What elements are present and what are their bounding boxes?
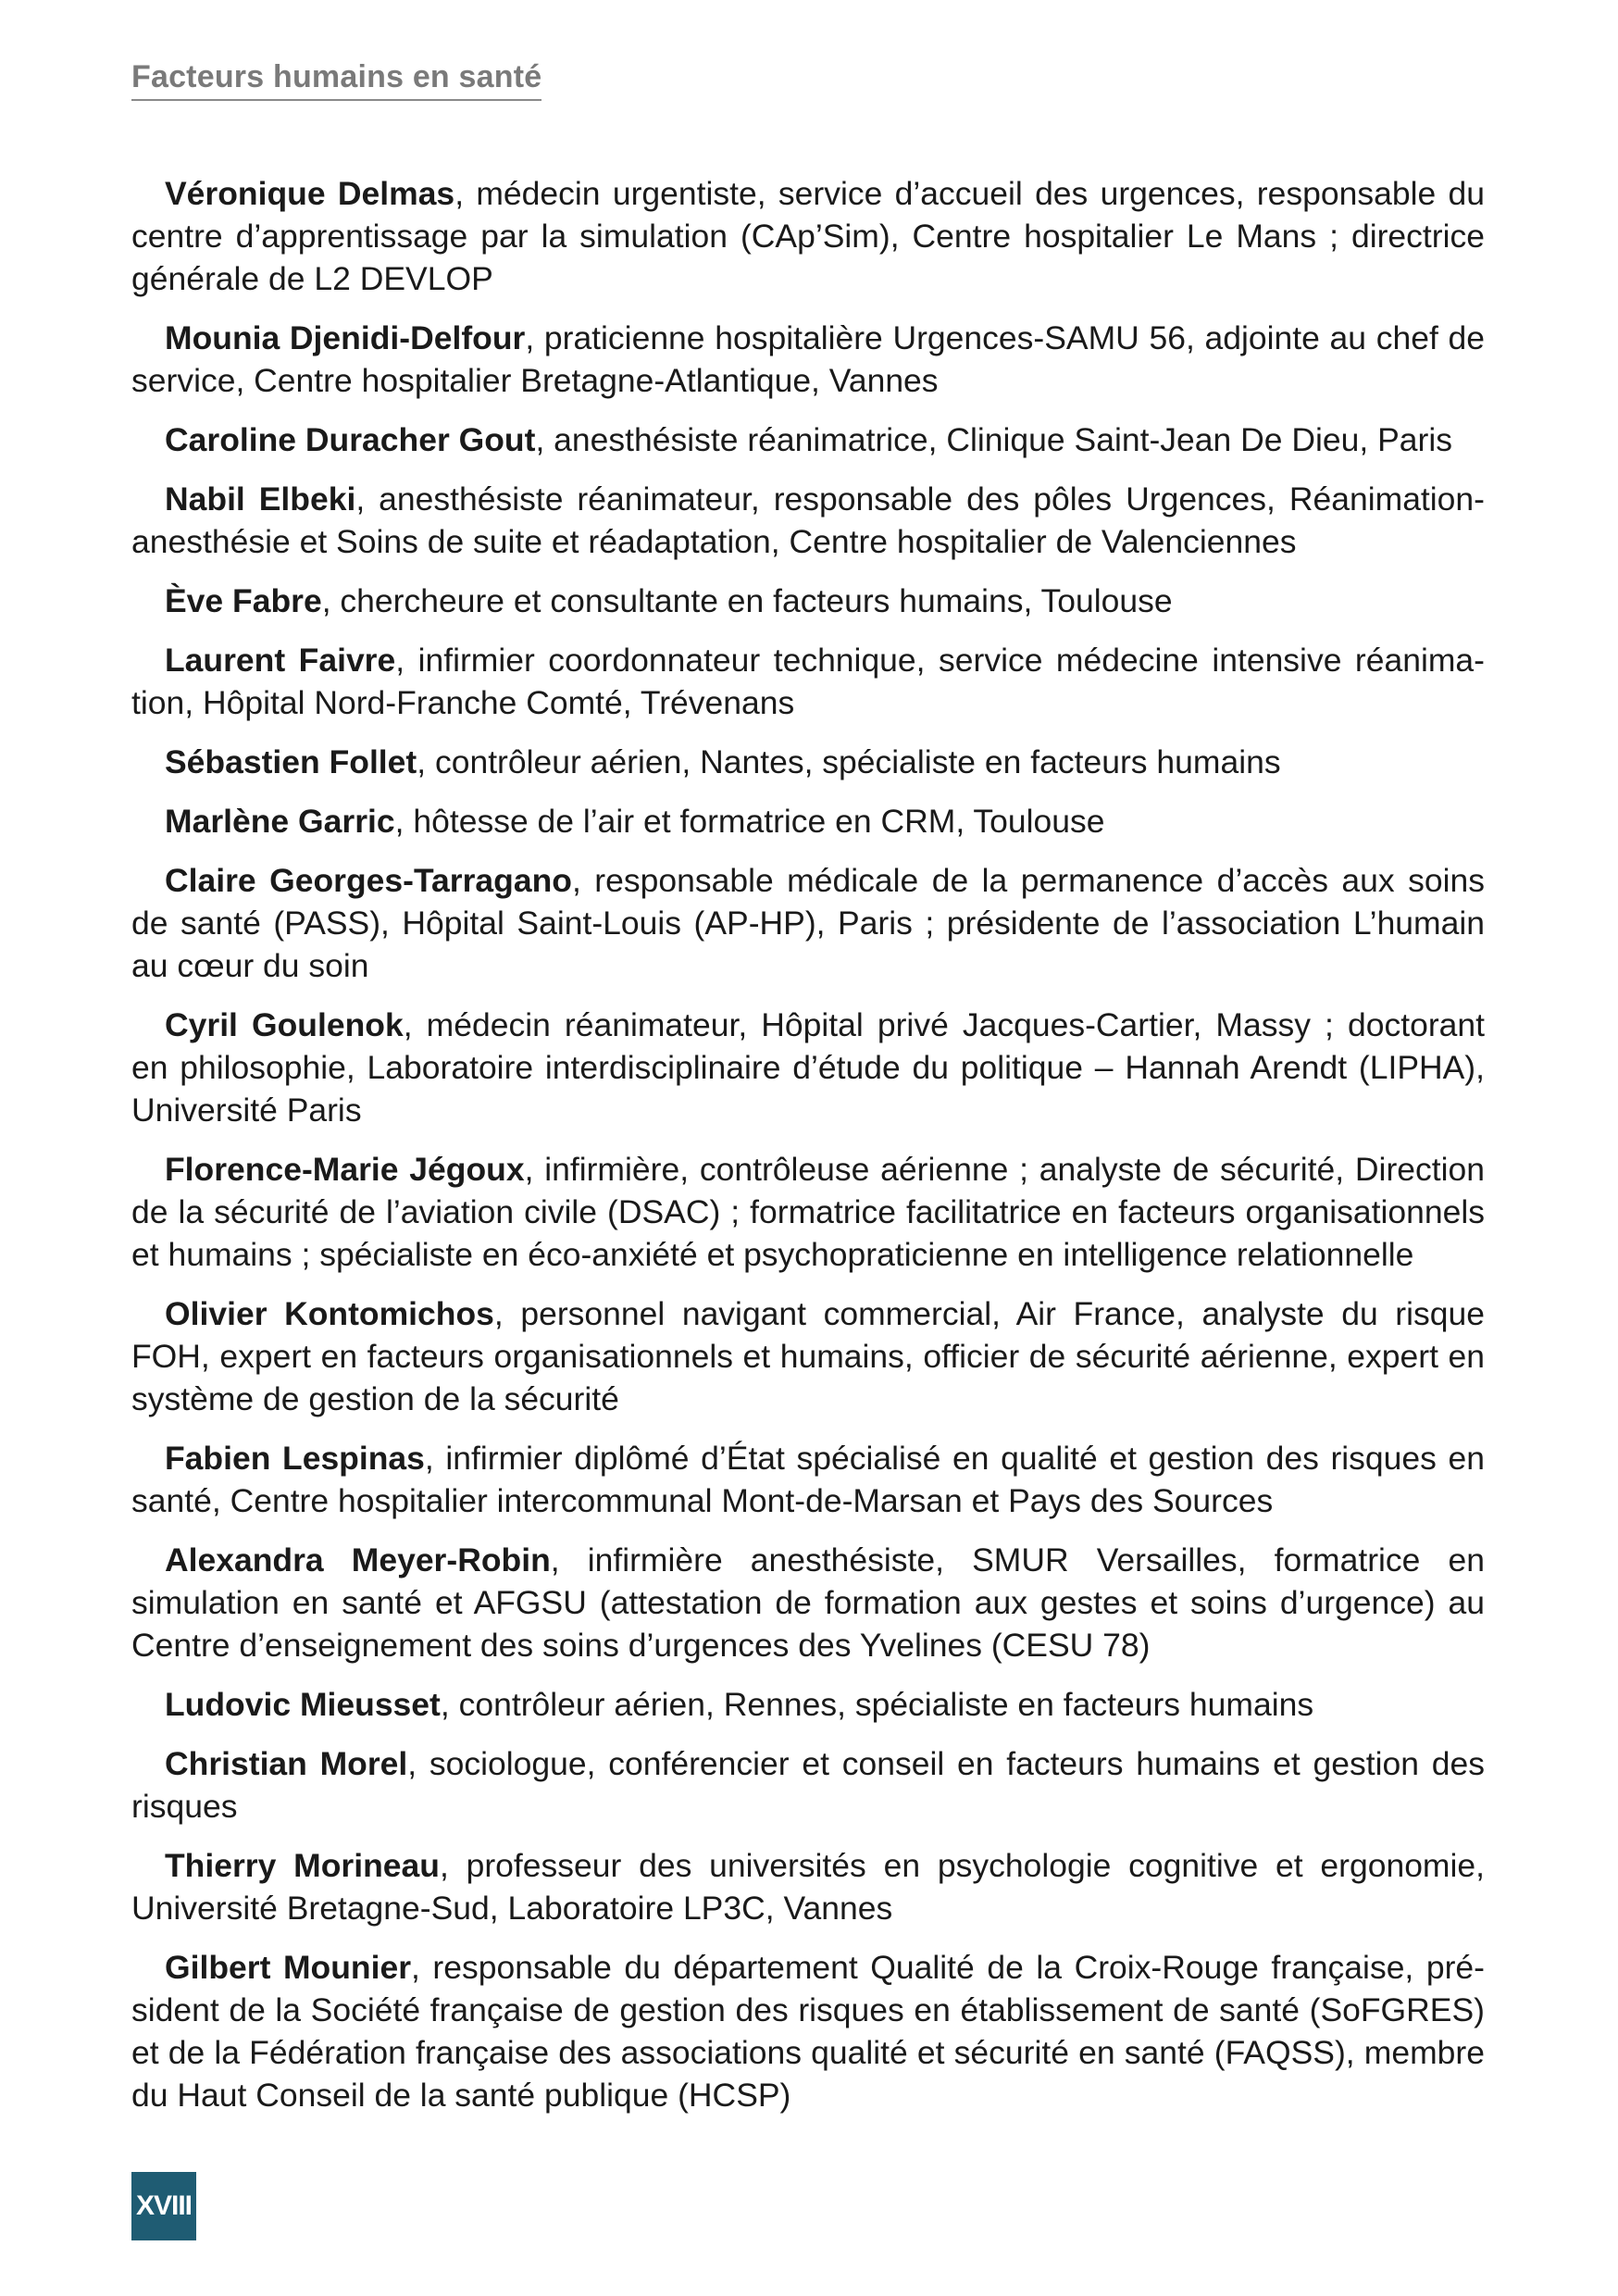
contributor-entry	[131, 859, 1485, 987]
contributor-description: , professeur des universités en psychologie cognitive et ergonomie, Université Bretagne-Sud, Laboratoire LP3C, Vannes	[131, 1847, 1486, 1927]
contributor-entry	[131, 1946, 1485, 2116]
contributor-name: Florence-Marie Jégoux	[165, 1151, 525, 1188]
contributor-name: Mounia Djenidi-Delfour	[165, 319, 526, 356]
contributor-entry	[131, 1539, 1485, 1666]
contributor-entry	[131, 172, 1485, 300]
contributor-description: , responsable médicale de la permanence d’accès aux soins de santé (PASS), Hôpital Saint-Louis (AP-HP), Paris ; présidente de l’association L’humain au cœur du soin	[131, 862, 1485, 984]
contributor-entry	[131, 1844, 1485, 1929]
contributor-name: Olivier Kontomichos	[165, 1295, 494, 1332]
contributor-description: , chercheure et consultante en facteurs humains, Toulouse	[321, 582, 1173, 619]
contributor-entry	[131, 418, 1485, 461]
contributor-entry	[131, 1683, 1485, 1726]
contributor-description: , infirmière anesthésiste, SMUR Versailles, formatrice en simulation en santé et AFGSU (attestation de formation aux gestes et soins d’urgence) au Centre d’enseignement des soins d’urgences des Yvelines (CESU 78)	[131, 1541, 1486, 1664]
contributor-description: , responsable du département Qualité de la Croix-Rouge française, président de la Société française de gestion des risques en établissement de santé (SoFGRES) et de la Fédération française des associations qualité et sécurité en santé (FAQSS), membre du Haut Conseil de la santé publique (HCSP)	[131, 1949, 1485, 2114]
contributor-description: , infirmier diplômé d’État spécialisé en qualité et gestion des risques en santé, Centre hospitalier intercommunal Mont-de-Marsan et Pays des Sources	[131, 1440, 1485, 1519]
contributor-name: Ludovic Mieusset	[165, 1686, 441, 1723]
contributor-name: Laurent Faivre	[165, 642, 396, 679]
contributor-name: Cyril Goulenok	[165, 1006, 404, 1043]
contributor-entry	[131, 580, 1485, 622]
contributor-name: Caroline Duracher Gout	[165, 421, 536, 458]
contributor-name: Fabien Lespinas	[165, 1440, 425, 1477]
contributor-description: , sociologue, conférencier et conseil en facteurs humains et gestion des risques	[131, 1745, 1485, 1825]
contributor-name: Thierry Morineau	[165, 1847, 440, 1884]
contributor-description: , anesthésiste réanimatrice, Clinique Saint-Jean De Dieu, Paris	[535, 421, 1452, 458]
page-number-badge: XVIII	[131, 2172, 196, 2240]
contributor-name: Christian Morel	[165, 1745, 408, 1782]
contributor-entry	[131, 1148, 1485, 1276]
contributor-entry	[131, 478, 1485, 563]
contributor-description: , anesthésiste réanimateur, responsable des pôles Urgences, Réanimation-anesthésie et Soins de suite et réadaptation, Centre hospitalier de Valenciennes	[131, 480, 1485, 560]
contributor-name: Claire Georges-Tarragano	[165, 862, 572, 899]
running-header-title: Facteurs humains en santé	[131, 59, 541, 101]
contributor-name: Sébastien Follet	[165, 743, 417, 780]
contributor-description: , personnel navigant commercial, Air France, analyste du risque FOH, expert en facteurs organisationnels et humains, officier de sécurité aérienne, expert en système de gestion de la sécurité	[131, 1295, 1485, 1417]
contributor-entry	[131, 1742, 1485, 1828]
contributor-name: Véronique Delmas	[165, 175, 455, 212]
contributor-entry	[131, 639, 1485, 724]
contributor-name: Ève Fabre	[165, 582, 322, 619]
contributor-name: Alexandra Meyer-Robin	[165, 1541, 551, 1578]
contributor-entry	[131, 741, 1485, 783]
contributor-entry	[131, 1437, 1485, 1522]
contributor-entry	[131, 317, 1485, 402]
contributor-description: , infirmier coordonnateur technique, service médecine intensive réanimation, Hôpital Nord-Franche Comté, Trévenans	[131, 642, 1485, 721]
contributor-description: , infirmière, contrôleuse aérienne ; analyste de sécurité, Direction de la sécurité de l’aviation civile (DSAC) ; formatrice facilitatrice en facteurs organisationnels et humains ; spécialiste en éco-anxiété et psychopraticienne en intelligence relationnelle	[131, 1151, 1486, 1273]
contributor-name: Gilbert Mounier	[165, 1949, 412, 1986]
contributor-entry	[131, 800, 1485, 842]
contributor-description: , médecin urgentiste, service d’accueil des urgences, responsable du centre d’apprentissage par la simulation (CAp’Sim), Centre hospitalier Le Mans ; directrice générale de L2 DEVLOP	[131, 175, 1485, 297]
contributor-description: , contrôleur aérien, Nantes, spécialiste en facteurs humains	[417, 743, 1281, 780]
contributor-list	[131, 172, 1485, 2133]
contributor-name: Marlène Garric	[165, 803, 395, 840]
contributor-description: , contrôleur aérien, Rennes, spécialiste en facteurs humains	[440, 1686, 1314, 1723]
contributor-entry	[131, 1292, 1485, 1420]
contributor-description: , médecin réanimateur, Hôpital privé Jacques-Cartier, Massy ; doctorant en philosophie, Laboratoire interdisciplinaire d’étude du politique – Hannah Arendt (LIPHA), Université Paris	[131, 1006, 1485, 1129]
contributor-entry	[131, 1004, 1485, 1131]
contributor-description: , hôtesse de l’air et formatrice en CRM, Toulouse	[394, 803, 1105, 840]
contributor-name: Nabil Elbeki	[165, 480, 356, 518]
contributor-description: , praticienne hospitalière Urgences-SAMU 56, adjointe au chef de service, Centre hospitalier Bretagne-Atlantique, Vannes	[131, 319, 1485, 399]
